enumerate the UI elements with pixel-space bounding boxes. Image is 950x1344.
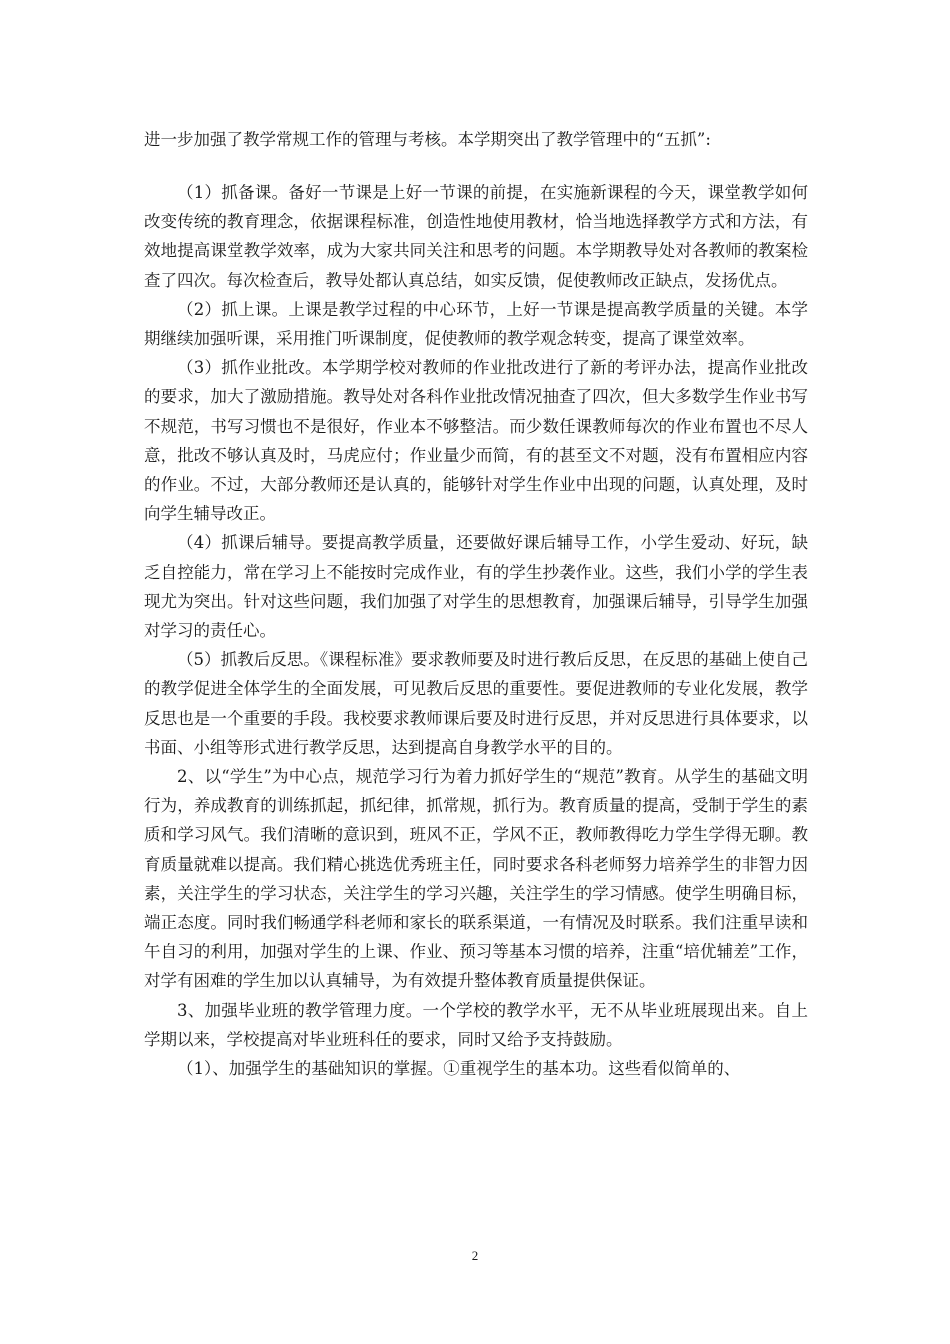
paragraph-after-class-tutoring: （4）抓课后辅导。要提高教学质量，还要做好课后辅导工作，小学生爱动、好玩，缺乏自控能力，常在学习上不能按时完成作业，有的学生抄袭作业。这些，我们小学的学生表现尤为突出。针对这些问题，我们加强了对学生的思想教育，加强课后辅导，引导学生加强对学习的责任心。 — [144, 533, 808, 641]
paragraph-teaching-reflection: （5）抓教后反思。《课程标准》要求教师要及时进行教后反思，在反思的基础上使自己的教学促进全体学生的全面发展，可见教后反思的重要性。要促进教师的专业化发展，教学反思也是一个重要的手段。我校要求教师课后要及时进行反思，并对反思进行具体要求，以书面、小组等形式进行教学反思，达到提高自身教学水平的目的。 — [144, 650, 808, 757]
paragraph-homework-correction: （3）抓作业批改。本学期学校对教师的作业批改进行了新的考评办法，提高作业批改的要求，加大了激励措施。教导处对各科作业批改情况抽查了四次，但大多数学生作业书写不规范，书写习惯也不是很好，作业本不够整洁。而少数任课教师每次的作业布置也不尽人意，批改不够认真及时，马虎应付；作业量少而简，有的甚至文不对题，没有布置相应内容的作业。不过，大部分教师还是认真的，能够针对学生作业中出现的问题，认真处理，及时向学生辅导改正。 — [144, 358, 808, 524]
paragraph-student-norms: 2、以“学生”为中心点，规范学习行为着力抓好学生的“规范”教育。从学生的基础文明行为，养成教育的训练抓起，抓纪律，抓常规，抓行为。教育质量的提高，受制于学生的素质和学习风气。我们清晰的意识到，班风不正，学风不正，教师教得吃力学生学得无聊。教育质量就难以提高。我们精心挑选优秀班主任，同时要求各科老师努力培养学生的非智力因素，关注学生的学习状态，关注学生的学习兴趣，关注学生的学习情感。使学生明确目标，端正态度。同时我们畅通学科老师和家长的联系渠道，一有情况及时联系。我们注重早读和午自习的利用，加强对学生的上课、作业、预习等基本习惯的培养，注重“培优辅差”工作，对学有困难的学生加以认真辅导，为有效提升整体教育质量提供保证。 — [144, 767, 808, 991]
page-number: 2 — [471, 1248, 479, 1263]
paragraph-basic-knowledge: （1）、加强学生的基础知识的掌握。①重视学生的基本功。这些看似简单的、 — [177, 1059, 741, 1079]
paragraph-prepare-lessons: （1）抓备课。备好一节课是上好一节课的前提，在实施新课程的今天，课堂教学如何改变传统的教育理念，依据课程标准，创造性地使用教材，恰当地选择教学方式和方法，有效地提高课堂教学效率，成为大家共同关注和思考的问题。本学期教导处对各教师的教案检查了四次。每次检查后，教导处都认真总结，如实反馈，促使教师改正缺点，发扬优点。 — [144, 183, 808, 290]
document-body — [144, 129, 808, 1083]
paragraph-teaching-class: （2）抓上课。上课是教学过程的中心环节，上好一节课是提高教学质量的关键。本学期继续加强听课，采用推门听课制度，促使教师的教学观念转变，提高了课堂效率。 — [144, 299, 808, 349]
paragraph-graduating-class: 3、加强毕业班的教学管理力度。一个学校的教学水平，无不从毕业班展现出来。自上学期以来，学校提高对毕业班科任的要求，同时又给予支持鼓励。 — [144, 1000, 808, 1049]
intro-line: 进一步加强了教学常规工作的管理与考核。本学期突出了教学管理中的“五抓”: — [144, 130, 711, 149]
